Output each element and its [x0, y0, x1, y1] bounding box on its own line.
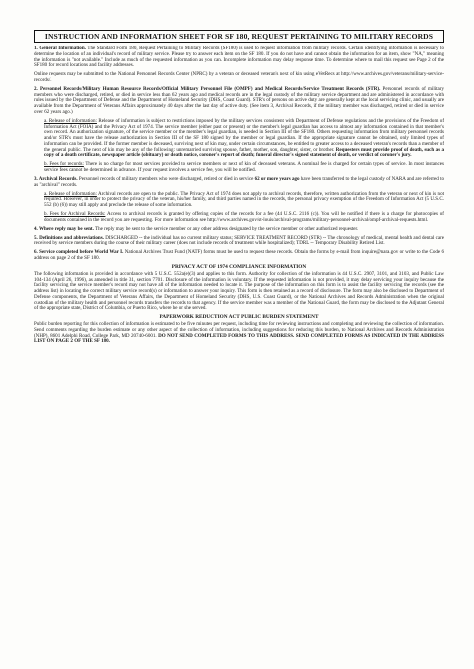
- privacy-act-text: The following information is provided in accordance with 5 U.S.C. 552a(e)(3) and applies to this form. Authority for collection of the information is 44 U.S.C. 2907, 3101, and 3103, and Public Law 104-134 (April 26, 1996), as amended in title 31, section 7701. Disclosure of the information is voluntary. If the requested information is not provided, it may delay servicing your inquiry because the facility servicing the service member's record may not have all of the information needed to locate it. The purpose of the information on this form is to assist the facility servicing the records (see the address list) in locating the correct military service record(s) or information to answer your inquiry. This form is then retained as a record of disclosure. The form may also be disclosed to Department of Defense components, the Department of Veterans Affairs, the Department of Homeland Security (DHS, U.S. Coast Guard), or the National Archives and Records Administration when the original custodian of the military health and personnel records transfers the records to that agency. If the service member was a member of the National Guard, the form may be disclosed to the Adjutant General of the appropriate state, District of Columbia, or Puerto Rico, where he or she served.: [34, 270, 444, 312]
- section-1-general-information: [34, 46, 444, 69]
- section-2-personnel-records: [34, 87, 444, 116]
- section-6-world-war-1: [34, 250, 444, 262]
- section-1-heading: 1. General Information.: [34, 46, 86, 51]
- document-title: INSTRUCTION AND INFORMATION SHEET FOR SF 180, REQUEST PERTAINING TO MILITARY RECORDS: [34, 30, 444, 43]
- section-2-heading: 2. Personnel Records/Military Human Resource Records/Official Military Personnel File (OMPF) and Medical Records/Service Treatment Records (STR).: [34, 85, 381, 92]
- section-3-text: Personnel records of military members who were discharged, retired or died in service: [77, 175, 255, 182]
- section-3a-release-of-information: [34, 192, 444, 209]
- section-3a-text: Archival records are open to the public. The Privacy Act of 1974 does not apply to archival records, therefore, written authorization from the veteran or next of kin is not required. However, in order to protect the privacy of the veteran, his/her family, and third parties named in the records, the personal privacy exemption of the Freedom of Information Act (5 U.S.C. 552 (b) (6)) may still apply and preclude the release of some information.: [44, 190, 444, 209]
- section-2a-release-of-information: [34, 119, 444, 159]
- privacy-act-heading: PRIVACY ACT OF 1974 COMPLIANCE INFORMATION: [171, 264, 307, 271]
- section-2a-label: a. Release of information:: [44, 117, 97, 124]
- section-3b-fees-for-archival-records: [34, 212, 444, 224]
- section-2b-fees-for-records: [34, 162, 444, 174]
- section-4-heading: 4. Where reply may be sent.: [34, 225, 94, 232]
- section-5-definitions: [34, 236, 444, 248]
- section-2b-label: b. Fees for records:: [44, 161, 84, 168]
- section-3b-label: b. Fees for Archival Records:: [44, 211, 106, 218]
- paperwork-reduction-paragraph: [34, 322, 444, 345]
- section-3-tail: have been transferred to the legal custody of NARA and are referred to as "archival" records.: [34, 175, 444, 188]
- section-3-archival-records: [34, 177, 444, 189]
- section-1-text: The Standard Form 180, Request Pertaining to Military Records (SF180) is used to request information from military records. Certain identifying information is necessary to determine the location of an individual's record of military service. Please try to answer each item on the SF 180. If you do not have and cannot obtain the information for an item, show "NA," meaning the information is "not available." Include as much of the requested information as you can. Incomplete information may delay response time. To determine where to mail this request see Page 2 of the SF180 for record locations and facility addresses.: [34, 46, 444, 69]
- section-2b-text: There is no charge for most services provided to service members or next of kin of deceased veterans. A nominal fee is charged for certain types of service. In most instances service fees cannot be determined in advance. If your request involves a service fee, you will be notified.: [44, 161, 444, 173]
- section-3a-label: a. Release of information:: [44, 190, 97, 197]
- section-5-heading: 5. Definitions and abbreviations.: [34, 234, 104, 241]
- document-body: [34, 46, 444, 646]
- section-6-text: National Archives Trust Fund (NATF) forms must be used to request these records. Obtain the forms by e-mail from inquire@nara.gov or write to the Code 6 address on page 2 of the SF 180.: [34, 249, 444, 262]
- online-requests-paragraph: Online requests may be submitted to the National Personnel Records Center (NPRC) by a veteran or deceased veteran's next of kin using eVetRecs at http://www.archives.gov/veterans/military-service-records/.: [34, 71, 444, 83]
- section-2-text: Personnel records of military members who were discharged, retired, or died in service less than 62 years ago and medical records are in the legal custody of the military service department and are administered in accordance with rules issued by the Department of Defense and the Department of Homeland Security (DHS, Coast Guard). STR's of persons on active duty are generally kept at the local servicing clinic, and usually are available from the Department of Veterans Affairs approximately 40 days after the last day of active duty. (See item 3, Archival Records, if the military member was discharged, retired or died in service over 62 years ago.): [34, 85, 444, 115]
- paperwork-reduction-caps-notice: DO NOT SEND COMPLETED FORMS TO THIS ADDRESS. SEND COMPLETED FORMS AS INDICATED IN THE ADDRESS LIST ON PAGE 2 OF THE SF 180.: [34, 332, 444, 345]
- section-2a-text: Release of information is subject to restrictions imposed by the military services consistent with Department of Defense regulations and the provisions of the Freedom of Information Act (FOIA) and the Privacy Act of 1974. The service member (either past or present) or the member's legal guardian has access to almost any information contained in that member's own record. An authorization signature, of the service member or the member's legal guardian, is needed in Section III of the SF180. Others requesting information from military personnel records and/or STR's must have the release authorization in Section III of the SF 180 signed by the member or legal guardian. If the appropriate signature cannot be obtained, only limited types of information can be provided. If the former member is deceased, surviving next of kin may, under certain circumstances, be entitled to greater access to a deceased veteran's records than a member of the general public. The next of kin may be any of the following: unremarried surviving spouse, father, mother, son, daughter, sister, or brother.: [44, 117, 444, 153]
- section-2a-proof-of-death: Requesters must provide proof of death, such as a copy of a death certificate, newspaper article (obituary) or death notice, coroner's report of death; funeral director's signed statement of death, or verdict of coroner's jury.: [44, 146, 444, 159]
- section-5-text: DISCHARGED -- the individual has no current military status; SERVICE TREATMENT RECORD (STR) -- The chronology of medical, mental health and dental care received by service members during the course of their military career (does not include records of treatment while hospitalized); TDRL -- Temporary Disability Retired List.: [34, 234, 444, 247]
- section-3-bold-phrase: 62 or more years ago: [254, 175, 300, 182]
- section-4-text: The reply may be sent to the service member or any other address designated by the service member or other authorized requester.: [93, 225, 359, 232]
- section-3b-text: Access to archival records is granted by offering copies of the records for a fee (44 U.S.C. 2116 (c)). You will be notified if there is a charge for photocopies of documents contained in the record you are requesting. For more information see http://www.archives.gov/st-louis/archival-programs/military-personnel-archival/ompf-archival-requests.html.: [44, 211, 444, 223]
- paperwork-reduction-heading: PAPERWORK REDUCTION ACT PUBLIC BURDEN STATEMENT: [159, 314, 319, 321]
- section-4-where-reply-may-be-sent: [34, 227, 444, 233]
- section-3-heading: 3. Archival Records.: [34, 175, 78, 182]
- paperwork-reduction-text: Public burden reporting for this collection of information is estimated to be five minutes per request, including time for reviewing instructions and completing and reviewing the collection of information. Send comments regarding the burden estimate or any other aspect of the collection of information, including suggestions for reducing this burden, to National Archives and Records Administration (NHP), 8601 Adelphi Road, College Park, MD 20740-6001.: [34, 321, 444, 339]
- section-6-heading: 6. Service completed before World War I.: [34, 249, 124, 256]
